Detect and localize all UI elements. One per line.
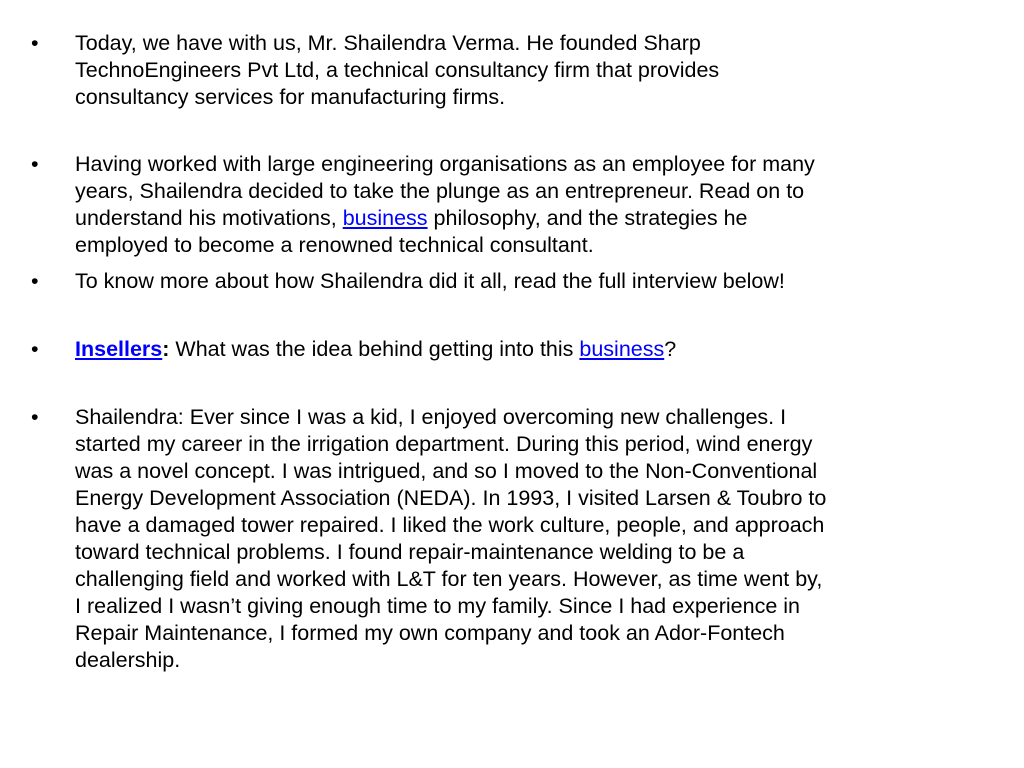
text-line: Repair Maintenance, I formed my own company and took an Ador-Fontech [75, 621, 785, 645]
text-line: Shailendra: Ever since I was a kid, I enjoyed overcoming new challenges. I [75, 405, 787, 429]
bullet-text [75, 268, 1015, 295]
bullet-text [75, 404, 1015, 674]
text-line: toward technical problems. I found repair-maintenance welding to be a [75, 540, 745, 564]
text-line: Energy Development Association (NEDA). In 1993, I visited Larsen & Toubro to [75, 486, 827, 510]
text-line: was a novel concept. I was intrigued, and so I moved to the Non-Conventional [75, 459, 818, 483]
text-line: Today, we have with us, Mr. Shailendra Verma. He founded Sharp [75, 31, 701, 55]
text-line: To know more about how Shailendra did it all, read the full interview below! [75, 269, 785, 293]
bullet-text [75, 336, 1015, 363]
bullet-text [75, 30, 1015, 111]
bullet-marker: • [31, 152, 39, 176]
bullet-text [75, 151, 1015, 259]
text-line: I realized I wasn’t giving enough time to my family. Since I had experience in [75, 594, 800, 618]
insellers-link[interactable]: Insellers [75, 337, 163, 361]
text-line: Having worked with large engineering organisations as an employee for many [75, 152, 815, 176]
bullet-marker: • [31, 405, 39, 429]
text-line: dealership. [75, 648, 181, 672]
bullet-marker: • [31, 269, 39, 293]
text-segment: understand his motivations, [75, 206, 343, 230]
business-link[interactable]: business [579, 337, 665, 361]
text-line: started my career in the irrigation department. During this period, wind energy [75, 432, 813, 456]
bullet-marker: • [31, 337, 39, 361]
text-line: challenging field and worked with L&T for ten years. However, as time went by, [75, 567, 823, 591]
bullet-marker: • [31, 31, 39, 55]
question-end: ? [664, 337, 677, 361]
text-line: TechnoEngineers Pvt Ltd, a technical consultancy firm that provides [75, 58, 720, 82]
question-text: What was the idea behind getting into this [169, 337, 580, 361]
text-line [75, 336, 1015, 363]
text-line: years, Shailendra decided to take the plunge as an entrepreneur. Read on to [75, 179, 805, 203]
business-link[interactable]: business [342, 206, 428, 230]
text-line [75, 205, 1015, 232]
text-line: consultancy services for manufacturing firms. [75, 85, 506, 109]
text-line: have a damaged tower repaired. I liked the work culture, people, and approach [75, 513, 825, 537]
text-segment: philosophy, and the strategies he [427, 206, 748, 230]
text-line: employed to become a renowned technical consultant. [75, 233, 594, 257]
speaker-colon: : [162, 337, 170, 361]
